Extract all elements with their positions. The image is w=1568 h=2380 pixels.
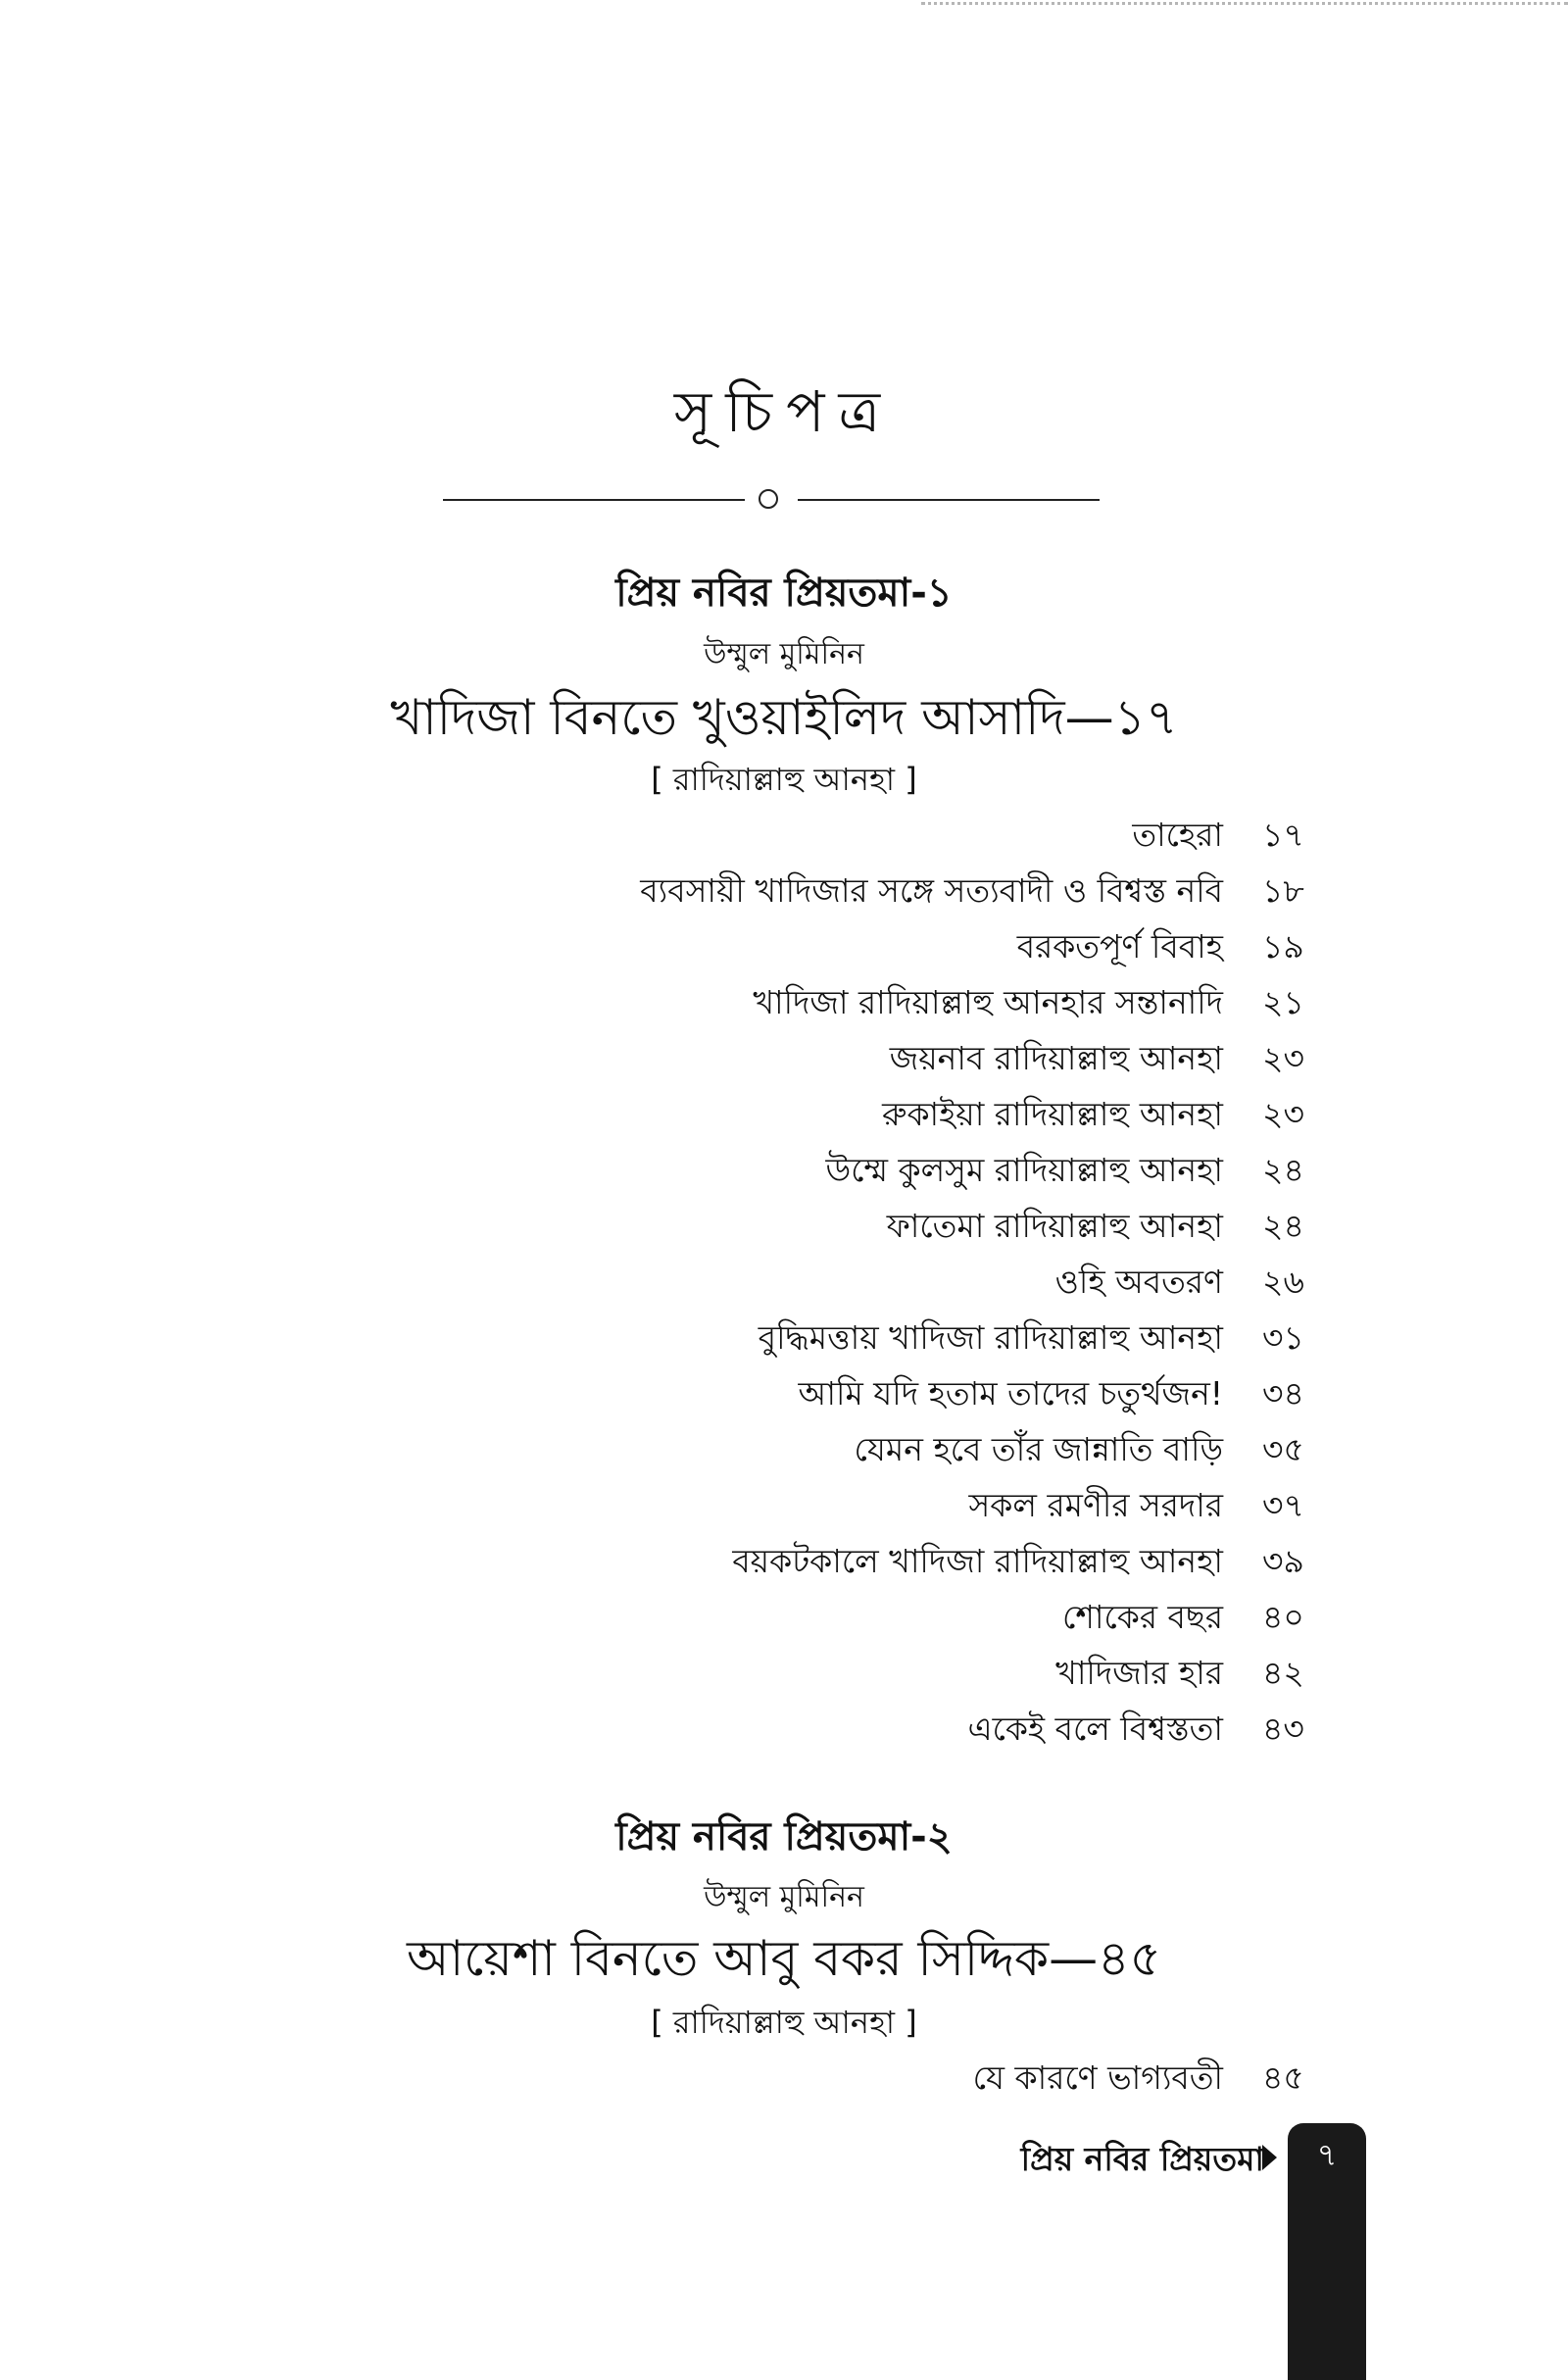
toc-entry-title: ফাতেমা রাদিয়াল্লাহু আনহা bbox=[886, 1207, 1223, 1245]
toc-entry-page: ১৯ bbox=[1262, 927, 1304, 966]
toc-entry-title: বয়কটকালে খাদিজা রাদিয়াল্লাহু আনহা bbox=[732, 1542, 1223, 1580]
toc-entry-page: ৩৫ bbox=[1262, 1430, 1304, 1468]
toc-entry-title: বুদ্ধিমত্তায় খাদিজা রাদিয়াল্লাহু আনহা bbox=[758, 1318, 1223, 1357]
toc-entry[interactable] bbox=[0, 1422, 1568, 1477]
toc-entry[interactable] bbox=[0, 975, 1568, 1030]
page-number: ৭ bbox=[1316, 2136, 1338, 2173]
toc-entry-page: ৪০ bbox=[1262, 1598, 1304, 1636]
page-title: সূচিপত্র bbox=[673, 378, 895, 445]
divider-line-right bbox=[798, 499, 1100, 501]
toc-entry-title: খাদিজার হার bbox=[1055, 1654, 1223, 1692]
section-heading: প্রিয় নবির প্রিয়তমা-২ bbox=[615, 1814, 953, 1859]
toc-entry[interactable] bbox=[0, 1702, 1568, 1757]
toc-entry-page: ৩৯ bbox=[1262, 1542, 1304, 1580]
section-name: আয়েশা বিনতে আবু বকর সিদ্দিক—৪৫ bbox=[406, 1930, 1162, 1987]
section-honorific: [ রাদিয়াল্লাহু আনহা ] bbox=[651, 761, 917, 798]
top-dotted-rule bbox=[921, 2, 1568, 5]
toc-entry[interactable] bbox=[0, 1143, 1568, 1198]
toc-entry[interactable] bbox=[0, 864, 1568, 918]
toc-entry[interactable] bbox=[0, 1255, 1568, 1310]
toc-entry[interactable] bbox=[0, 1199, 1568, 1254]
toc-entry-title: জয়নাব রাদিয়াল্লাহু আনহা bbox=[889, 1039, 1223, 1077]
toc-entry-page: ৪২ bbox=[1262, 1654, 1304, 1692]
toc-entry[interactable] bbox=[0, 1087, 1568, 1142]
toc-entry-page: ৩১ bbox=[1262, 1318, 1304, 1357]
toc-entry-title: যে কারণে ভাগ্যবতী bbox=[972, 2058, 1223, 2097]
toc-entry-page: ৩৪ bbox=[1262, 1374, 1304, 1413]
toc-entry-title: খাদিজা রাদিয়াল্লাহু আনহার সন্তানাদি bbox=[753, 983, 1223, 1021]
toc-entry-title: বরকতপূর্ণ বিবাহ bbox=[1016, 927, 1223, 966]
toc-entry-page: ২৩ bbox=[1262, 1039, 1304, 1077]
toc-entry-page: ১৭ bbox=[1262, 816, 1304, 854]
toc-entry-title: শোকের বছর bbox=[1062, 1598, 1223, 1636]
triangle-right-icon bbox=[1262, 2145, 1277, 2170]
section-label: উম্মুল মুমিনিন bbox=[704, 637, 864, 671]
toc-entry-title: সকল রমণীর সরদার bbox=[968, 1486, 1223, 1524]
toc-entry-page: ৩৭ bbox=[1262, 1486, 1304, 1524]
section-honorific: [ রাদিয়াল্লাহু আনহা ] bbox=[651, 2004, 917, 2041]
footer-book-title: প্রিয় নবির প্রিয়তমা bbox=[1020, 2140, 1264, 2178]
toc-entry[interactable] bbox=[0, 1590, 1568, 1645]
toc-entry-page: ২৪ bbox=[1262, 1207, 1304, 1245]
toc-entry-title: ওহি অবতরণ bbox=[1054, 1263, 1223, 1301]
toc-entry-page: ৪৫ bbox=[1262, 2058, 1304, 2097]
section-name: খাদিজা বিনতে খুওয়াইলিদ আসাদি—১৭ bbox=[390, 689, 1178, 746]
toc-entry-page: ১৮ bbox=[1262, 871, 1304, 910]
toc-entry-title: একেই বলে বিশ্বস্ততা bbox=[967, 1710, 1223, 1748]
toc-entry-page: ২৩ bbox=[1262, 1095, 1304, 1133]
title-divider bbox=[443, 488, 1100, 512]
toc-entry-title: ব্যবসায়ী খাদিজার সঙ্গে সত্যবাদী ও বিশ্বস্ত নবি bbox=[640, 871, 1223, 910]
divider-line-left bbox=[443, 499, 745, 501]
toc-entry-title: তাহেরা bbox=[1132, 816, 1223, 854]
section-heading: প্রিয় নবির প্রিয়তমা-১ bbox=[615, 570, 953, 616]
toc-entry-title: আমি যদি হতাম তাদের চতুর্থজন! bbox=[798, 1374, 1223, 1413]
toc-entry[interactable] bbox=[0, 1534, 1568, 1589]
toc-entry[interactable] bbox=[0, 1031, 1568, 1086]
toc-entry-title: উম্মে কুলসুম রাদিয়াল্লাহু আনহা bbox=[825, 1151, 1223, 1189]
toc-entry-page: ২১ bbox=[1262, 983, 1304, 1021]
toc-entry[interactable] bbox=[0, 1366, 1568, 1421]
section-label: উম্মুল মুমিনিন bbox=[704, 1880, 864, 1914]
toc-entry[interactable] bbox=[0, 919, 1568, 974]
toc-entry-page: ২৬ bbox=[1262, 1263, 1304, 1301]
toc-entry[interactable] bbox=[0, 808, 1568, 863]
toc-entry[interactable] bbox=[0, 1311, 1568, 1365]
toc-entry-page: ২৪ bbox=[1262, 1151, 1304, 1189]
toc-entry[interactable] bbox=[0, 1646, 1568, 1701]
divider-circle-icon bbox=[759, 489, 778, 509]
page-number-tab bbox=[1288, 2123, 1366, 2380]
toc-entry-title: রুকাইয়া রাদিয়াল্লাহু আনহা bbox=[882, 1095, 1223, 1133]
toc-entry[interactable] bbox=[0, 2051, 1568, 2106]
toc-entry[interactable] bbox=[0, 1478, 1568, 1533]
toc-entry-title: যেমন হবে তাঁর জান্নাতি বাড়ি bbox=[854, 1430, 1223, 1468]
toc-entry-page: ৪৩ bbox=[1262, 1710, 1304, 1748]
